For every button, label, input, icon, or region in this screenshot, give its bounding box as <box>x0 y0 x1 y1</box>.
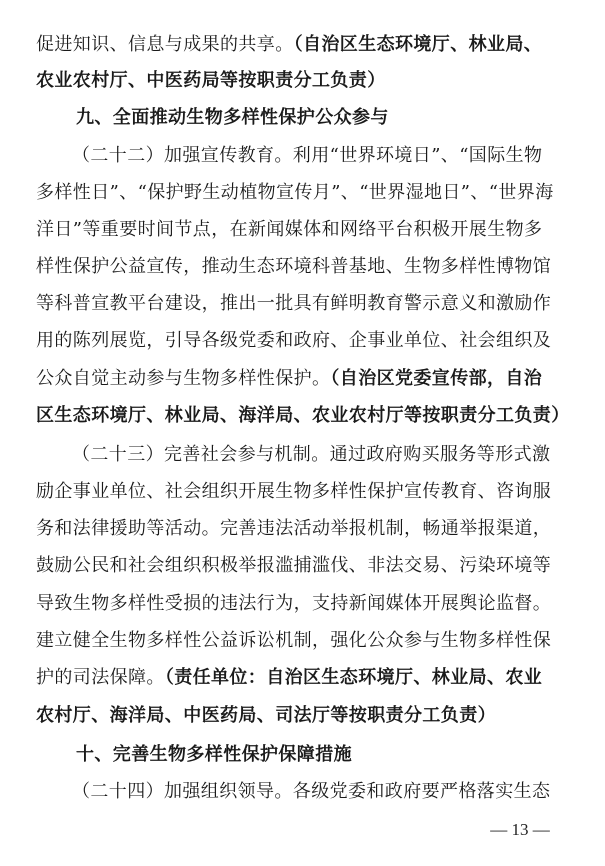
responsibility-note: 农村厅、海洋局、中医药局、司法厅等按职责分工负责） <box>36 705 496 726</box>
text-line-5 <box>36 178 576 208</box>
section-heading-10 <box>76 740 576 770</box>
text-line-1 <box>36 30 576 60</box>
text-line-13 <box>36 477 576 507</box>
paragraph-22-start: （二十二）加强宣传教育。利用“世界环境日”、“国际生物 <box>72 145 543 166</box>
text-line-10 <box>36 364 576 394</box>
text-line-18 <box>36 663 576 693</box>
body-text: 护的司法保障。 <box>36 667 165 688</box>
responsibility-note: （自治区生态环境厅、林业局、 <box>293 34 543 55</box>
text-line-12 <box>72 440 576 470</box>
body-text: 促进知识、信息与成果的共享。 <box>36 34 294 55</box>
text-line-16 <box>36 589 576 619</box>
section-heading-9 <box>76 103 576 133</box>
responsibility-note: （责任单位：自治区生态环境厅、林业局、农业 <box>164 667 543 688</box>
text-line-11 <box>36 401 576 431</box>
body-text: 务和法律援助等活动。完善违法活动举报机制，畅通举报渠道， <box>36 518 552 539</box>
section-heading-text: 九、全面推动生物多样性保护公众参与 <box>76 107 389 128</box>
text-line-9 <box>36 326 576 356</box>
body-text: 建立健全生物多样性公益诉讼机制，强化公众参与生物多样性保 <box>36 630 552 651</box>
body-text: 公众自觉主动参与生物多样性保护。 <box>36 368 331 389</box>
body-text: 鼓励公民和社会组织积极举报滥捕滥伐、非法交易、污染环境等 <box>36 555 552 576</box>
body-text: 洋日”等重要时间节点，在新闻媒体和网络平台积极开展生物多 <box>36 219 543 240</box>
responsibility-note: 区生态环境厅、林业局、海洋局、农业农村厅等按职责分工负责） <box>36 405 570 426</box>
body-text: 用的陈列展览，引导各级党委和政府、企事业单位、社会组织及 <box>36 330 552 351</box>
text-line-2 <box>36 66 576 96</box>
body-text: 样性保护公益宣传，推动生态环境科普基地、生物多样性博物馆 <box>36 256 552 277</box>
body-text: 多样性日”、“保护野生动植物宣传月”、“世界湿地日”、“世界海 <box>36 182 554 203</box>
body-text: 导致生物多样性受损的违法行为，支持新闻媒体开展舆论监督。 <box>36 593 552 614</box>
text-line-19 <box>36 701 576 731</box>
text-line-7 <box>36 252 576 282</box>
text-line-17 <box>36 626 576 656</box>
text-line-8 <box>36 289 576 319</box>
responsibility-note: 农业农村厅、中医药局等按职责分工负责） <box>36 70 386 91</box>
paragraph-24-start: （二十四）加强组织领导。各级党委和政府要严格落实生态 <box>72 781 551 802</box>
text-line-4 <box>72 141 576 171</box>
paragraph-23-start: （二十三）完善社会参与机制。通过政府购买服务等形式激 <box>72 444 551 465</box>
responsibility-note: （自治区党委宣传部，自治 <box>330 368 543 389</box>
text-line-21 <box>72 777 576 807</box>
body-text: 等科普宣教平台建设，推出一批具有鲜明教育警示意义和激励作 <box>36 293 552 314</box>
text-line-15 <box>36 551 576 581</box>
text-line-14 <box>36 514 576 544</box>
section-heading-text: 十、完善生物多样性保护保障措施 <box>76 744 352 765</box>
page-number: — 13 — <box>490 820 550 839</box>
text-line-6 <box>36 215 576 245</box>
body-text: 励企事业单位、社会组织开展生物多样性保护宣传教育、咨询服 <box>36 481 552 502</box>
